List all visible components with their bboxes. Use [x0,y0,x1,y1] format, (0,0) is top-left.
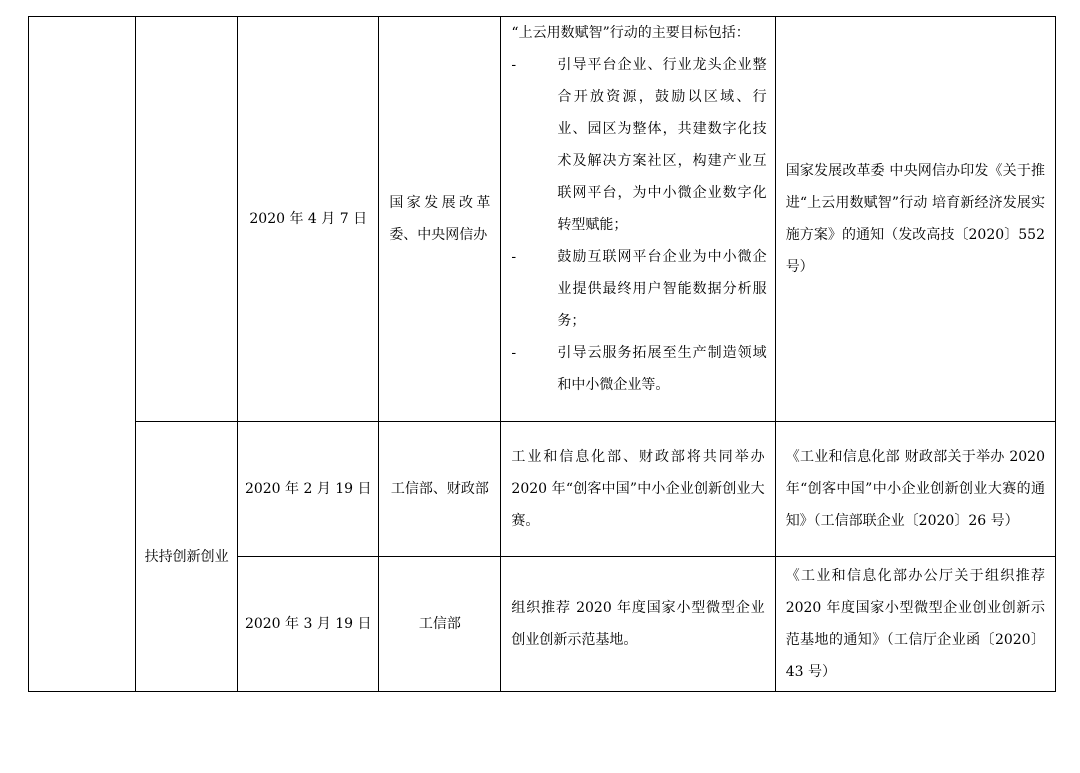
document-cell: 《工业和信息化部 财政部关于举办 2020 年“创客中国”中小企业创新创业大赛的通知》（工信部联企业〔2020〕26 号） [775,422,1055,557]
content-cell [501,17,775,422]
content-cell: 组织推荐 2020 年度国家小型微型企业创业创新示范基地。 [501,557,775,692]
list-item-text: 引导云服务拓展至生产制造领域和中小微企业等。 [557,345,767,393]
policy-table [28,16,1056,692]
date-cell: 2020 年 3 月 19 日 [238,557,379,692]
department-cell: 国家发展改革委、中央网信办 [379,17,501,422]
document-cell: 《工业和信息化部办公厅关于组织推荐 2020 年度国家小型微型企业创业创新示范基地的通知》（工信厅企业函〔2020〕43 号） [775,557,1055,692]
content-intro: “上云用数赋智”行动的主要目标包括： [511,25,750,41]
bullet-dash: - [511,249,517,265]
document-cell: 国家发展改革委 中央网信办印发《关于推进“上云用数赋智”行动 培育新经济发展实施方案》的通知（发改高技〔2020〕552 号） [775,17,1055,422]
list-item [501,49,774,241]
list-item [501,337,774,401]
content-cell: 工业和信息化部、财政部将共同举办 2020 年“创客中国”中小企业创新创业大赛。 [501,422,775,557]
list-item-text: 鼓励互联网平台企业为中小微企业提供最终用户智能数据分析服务； [557,249,767,329]
bullet-dash: - [511,57,517,73]
department-cell: 工信部 [379,557,501,692]
list-item [501,241,774,337]
blank-category-cell [29,17,136,692]
subcategory-cell [136,17,238,422]
date-cell: 2020 年 2 月 19 日 [238,422,379,557]
list-item-text: 引导平台企业、行业龙头企业整合开放资源，鼓励以区域、行业、园区为整体，共建数字化技术及解决方案社区，构建产业互联网平台，为中小微企业数字化转型赋能； [557,57,767,233]
bullet-dash: - [511,345,517,361]
date-cell: 2020 年 4 月 7 日 [238,17,379,422]
department-cell: 工信部、财政部 [379,422,501,557]
category-cell: 扶持创新创业 [136,422,238,692]
table-row [29,422,1056,557]
table-row [29,17,1056,422]
